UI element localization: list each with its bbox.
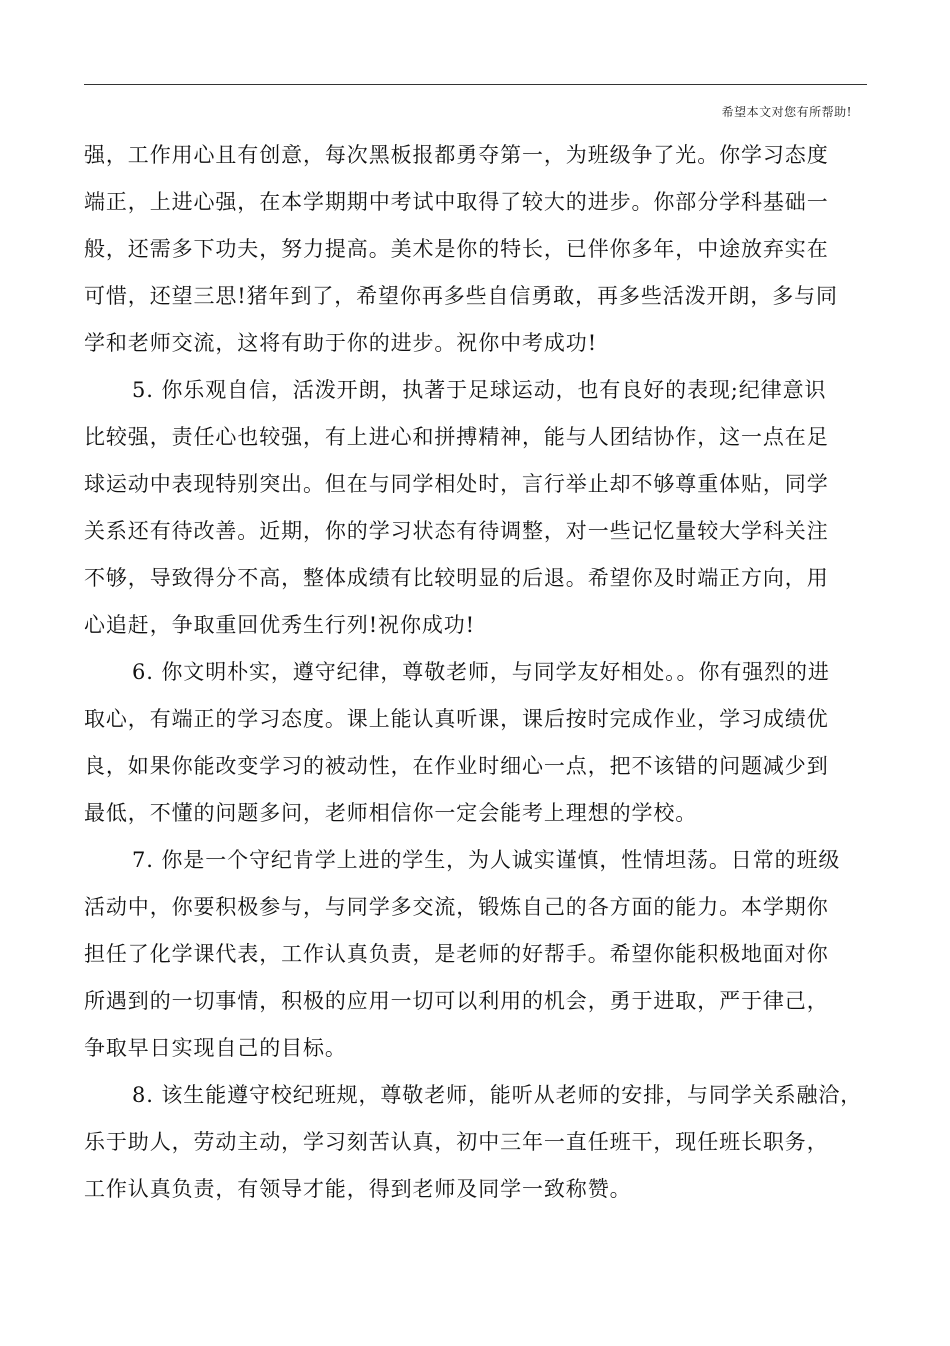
paragraph-item-8 [84, 1072, 884, 1213]
text-line: 争取早日实现自己的目标。 [84, 1036, 347, 1060]
text-line: 关系还有待改善。近期，你的学习状态有待调整，对一些记忆量较大学科关注 [84, 519, 829, 543]
text-line: 所遇到的一切事情，积极的应用一切可以利用的机会，勇于进取，严于律己， [84, 989, 829, 1013]
paragraph-item-7 [84, 837, 884, 1072]
text-line: 可惜，还望三思!猪年到了，希望你再多些自信勇敢，再多些活泼开朗，多与同 [84, 284, 838, 308]
header-divider [84, 84, 867, 85]
header-note: 希望本文对您有所帮助! [721, 105, 852, 119]
text-line: 强，工作用心且有创意，每次黑板报都勇夺第一，为班级争了光。你学习态度 [84, 143, 829, 167]
paragraph-continued [84, 132, 884, 367]
paragraph-item-5 [84, 367, 884, 649]
text-line: 良，如果你能改变学习的被动性，在作业时细心一点，把不该错的问题减少到 [84, 754, 829, 778]
text-line: 取心，有端正的学习态度。课上能认真听课，课后按时完成作业，学习成绩优 [84, 707, 829, 731]
paragraph-item-6 [84, 649, 884, 837]
text-line: 活动中，你要积极参与，与同学多交流，锻炼自己的各方面的能力。本学期你 [84, 895, 829, 919]
text-line: 最低，不懂的问题多问，老师相信你一定会能考上理想的学校。 [84, 801, 698, 825]
text-line: 不够，导致得分不高，整体成绩有比较明显的后退。希望你及时端正方向，用 [84, 566, 829, 590]
text-line: 担任了化学课代表，工作认真负责，是老师的好帮手。希望你能积极地面对你 [84, 942, 829, 966]
text-line: 球运动中表现特别突出。但在与同学相处时，言行举止却不够尊重体贴，同学 [84, 472, 829, 496]
text-line: 比较强，责任心也较强，有上进心和拼搏精神，能与人团结协作，这一点在足 [84, 425, 829, 449]
text-line: 学和老师交流，这将有助于你的进步。祝你中考成功! [84, 331, 598, 355]
text-line: 5. 你乐观自信，活泼开朗，执著于足球运动，也有良好的表现;纪律意识 [132, 378, 827, 402]
text-line: 8. 该生能遵守校纪班规，尊敬老师，能听从老师的安排，与同学关系融洽， [132, 1083, 863, 1107]
text-line: 般，还需多下功夫，努力提高。美术是你的特长，已伴你多年，中途放弃实在 [84, 237, 829, 261]
text-line: 乐于助人，劳动主动，学习刻苦认真，初中三年一直任班干，现任班长职务， [84, 1130, 829, 1154]
text-line: 心追赶，争取重回优秀生行列!祝你成功! [84, 613, 475, 637]
text-line: 工作认真负责，有领导才能，得到老师及同学一致称赞。 [84, 1177, 632, 1201]
text-line: 6. 你文明朴实，遵守纪律，尊敬老师，与同学友好相处。。你有强烈的进 [132, 660, 830, 684]
text-line: 7. 你是一个守纪肯学上进的学生，为人诚实谨慎，性情坦荡。日常的班级 [132, 848, 841, 872]
document-body [84, 132, 884, 1213]
text-line: 端正，上进心强，在本学期期中考试中取得了较大的进步。你部分学科基础一 [84, 190, 829, 214]
